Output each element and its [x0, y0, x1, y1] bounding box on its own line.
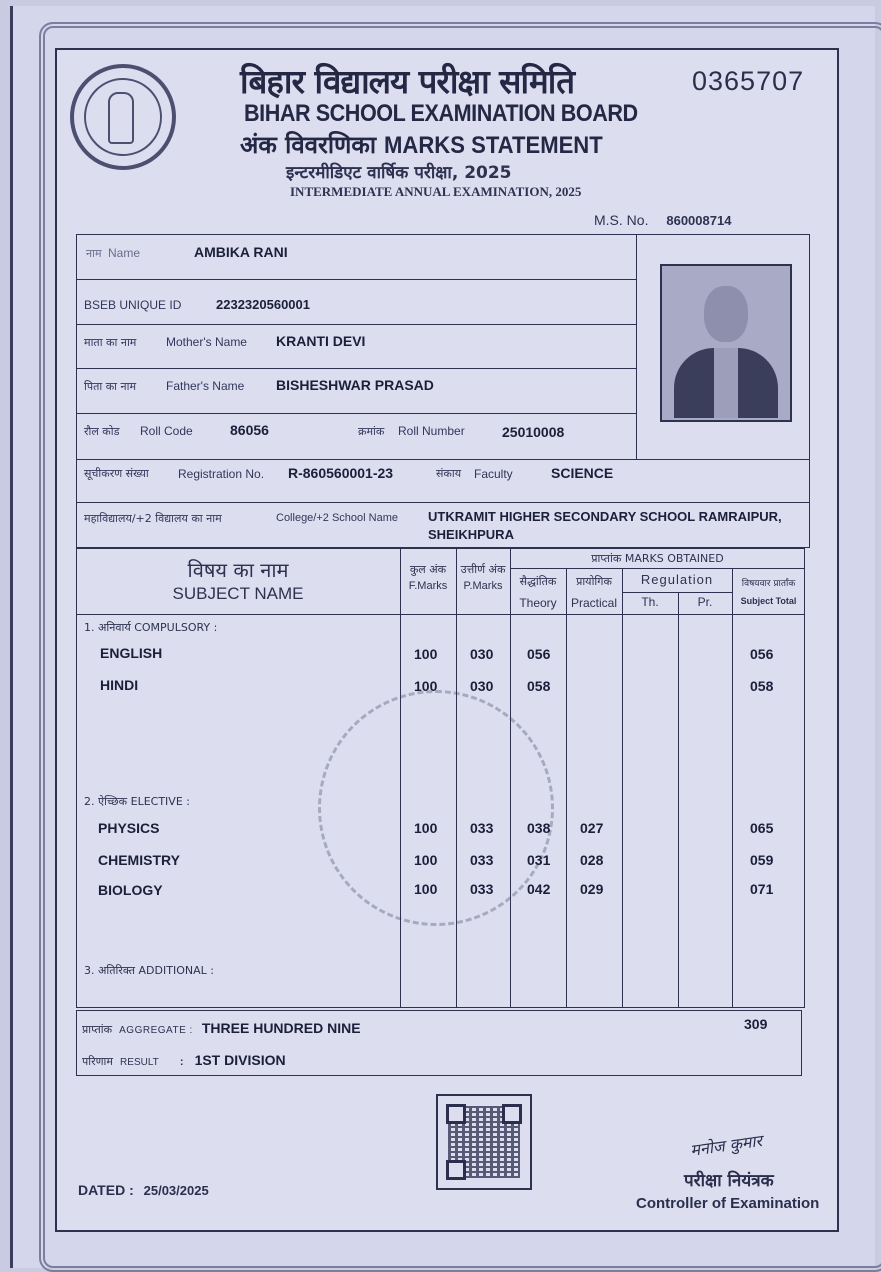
pass-marks: 030 [470, 646, 494, 662]
subject-total: 065 [750, 820, 774, 836]
subject-name: ENGLISH [100, 645, 163, 661]
student-photo [660, 264, 792, 422]
fmarks-header: F.Marks [408, 580, 448, 592]
roll-number-value: 25010008 [502, 424, 565, 440]
full-marks: 100 [414, 678, 438, 694]
regulation-header: Regulation [640, 572, 714, 587]
unique-id-value: 2232320560001 [216, 297, 310, 312]
aggregate-value: 309 [744, 1016, 768, 1032]
theory-header: Theory [519, 596, 557, 610]
ms-number-label: M.S. No. [594, 212, 649, 228]
roll-code-value: 86056 [230, 422, 269, 438]
aggregate-label: AGGREGATE : [119, 1025, 193, 1036]
regulation-practical-header: Pr. [697, 595, 713, 609]
controller-title-hindi: परीक्षा नियंत्रक [684, 1171, 774, 1191]
marks-table [76, 548, 805, 1008]
statement-title-hindi: अंक विवरणिका [240, 131, 377, 159]
college-name-line1: UTKRAMIT HIGHER SECONDARY SCHOOL RAMRAIPUR, [428, 509, 782, 524]
faculty-label: Faculty [474, 467, 513, 481]
marks-obtained-header: प्राप्तांक MARKS OBTAINED [591, 552, 724, 565]
board-name-english: BIHAR SCHOOL EXAMINATION BOARD [244, 100, 638, 127]
father-name-value: BISHESHWAR PRASAD [276, 377, 434, 393]
theory-marks: 058 [527, 678, 551, 694]
dated-value: 25/03/2025 [143, 1183, 209, 1198]
registration-value: R-860560001-23 [288, 465, 394, 481]
registration-label: Registration No. [178, 467, 265, 481]
section-additional: 3. अतिरिक्त ADDITIONAL : [84, 964, 214, 977]
serial-number: 0365707 [692, 66, 805, 96]
college-label: College/+2 School Name [276, 512, 398, 524]
mother-name-value: KRANTI DEVI [276, 333, 366, 349]
subject-total-header: Subject Total [740, 596, 797, 606]
subject-header: SUBJECT NAME [172, 584, 304, 603]
result-row: परिणाम RESULT : 1ST DIVISION [82, 1052, 286, 1068]
unique-id-label: BSEB UNIQUE ID [84, 298, 182, 312]
subject-total: 071 [750, 881, 774, 897]
mother-name-label: Mother's Name [166, 335, 247, 349]
aggregate-words: THREE HUNDRED NINE [201, 1020, 361, 1036]
mother-name-row: माता का नाम Mother's Name KRANTI DEVI [76, 325, 636, 369]
result-value: 1ST DIVISION [194, 1052, 286, 1068]
subject-name: CHEMISTRY [98, 852, 180, 868]
board-name-hindi: बिहार विद्यालय परीक्षा समिति [240, 62, 575, 101]
roll-number-label: Roll Number [398, 424, 465, 438]
full-marks: 100 [414, 820, 438, 836]
date-row [78, 1182, 209, 1198]
college-row: महाविद्यालय/+2 विद्यालय का नाम College/+2 School Name UTKRAMIT HIGHER SECONDARY SCHOOL RAMRAIPUR, SHEIKHPURA [84, 509, 782, 542]
subject-total: 058 [750, 678, 774, 694]
pmarks-header: P.Marks [463, 580, 503, 592]
section-compulsory: 1. अनिवार्य COMPULSORY : [84, 621, 218, 634]
ms-number-value: 860008714 [666, 213, 732, 228]
regulation-theory-header: Th. [641, 595, 659, 609]
name-row: नाम Name AMBIKA RANI [76, 234, 636, 280]
exam-name-english: INTERMEDIATE ANNUAL EXAMINATION, 2025 [290, 184, 582, 199]
theory-marks: 031 [527, 852, 551, 868]
theory-marks: 056 [527, 646, 551, 662]
controller-signature: मनोज कुमार [689, 1131, 764, 1160]
practical-marks: 028 [580, 852, 604, 868]
practical-marks: 027 [580, 820, 604, 836]
subject-total: 059 [750, 852, 774, 868]
father-name-label: Father's Name [166, 379, 245, 393]
pass-marks: 033 [470, 852, 494, 868]
subject-total: 056 [750, 646, 774, 662]
section-elective: 2. ऐच्छिक ELECTIVE : [84, 795, 190, 808]
full-marks: 100 [414, 852, 438, 868]
subject-name: HINDI [100, 677, 139, 693]
subject-name: BIOLOGY [98, 882, 163, 898]
controller-title: Controller of Examination [636, 1195, 820, 1212]
college-name-line2: SHEIKHPURA [428, 527, 514, 542]
statement-title-english: MARKS STATEMENT [384, 132, 604, 159]
full-marks: 100 [414, 881, 438, 897]
full-marks: 100 [414, 646, 438, 662]
dated-label: DATED : [78, 1182, 134, 1198]
practical-marks: 029 [580, 881, 604, 897]
exam-name-hindi: इन्टरमीडिएट वार्षिक परीक्षा, 2025 [286, 163, 512, 183]
qr-code-icon [436, 1094, 532, 1190]
theory-marks: 038 [527, 820, 551, 836]
unique-id-row [76, 280, 636, 325]
roll-code-label: Roll Code [140, 424, 193, 438]
aggregate-row: प्राप्तांक AGGREGATE : THREE HUNDRED NINE [82, 1020, 361, 1036]
roll-row: रौल कोड Roll Code 86056 क्रमांक Roll Number 25010008 [84, 422, 565, 440]
statement-title [240, 128, 622, 161]
pass-marks: 033 [470, 820, 494, 836]
result-label: RESULT [120, 1057, 159, 1068]
faculty-value: SCIENCE [551, 465, 614, 481]
ms-number [594, 212, 731, 228]
pass-marks: 030 [470, 678, 494, 694]
father-name-row: पिता का नाम Father's Name BISHESHWAR PRASAD [76, 369, 636, 414]
name-label: Name [108, 246, 141, 260]
subject-header-hindi: विषय का नाम [187, 558, 289, 582]
registration-row: सूचीकरण संख्या Registration No. R-860560001-23 संकाय Faculty SCIENCE [84, 465, 614, 481]
pass-marks: 033 [470, 881, 494, 897]
board-seal-icon [70, 64, 176, 170]
theory-marks: 042 [527, 881, 551, 897]
practical-header: Practical [570, 596, 617, 610]
subject-name: PHYSICS [98, 820, 160, 836]
student-name: AMBIKA RANI [194, 244, 288, 260]
